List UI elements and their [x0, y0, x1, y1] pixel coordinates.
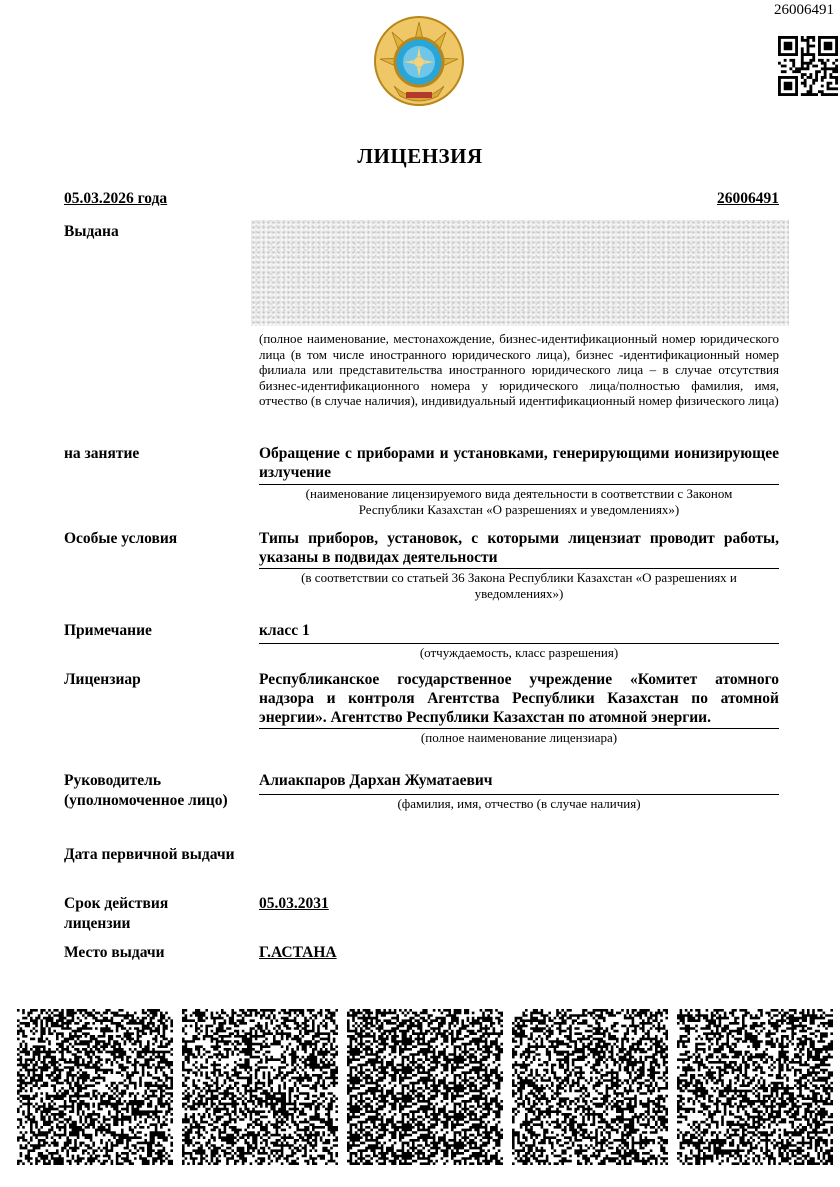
activity-label: на занятие [64, 445, 140, 462]
note-value: класс 1 [259, 622, 310, 639]
redacted-licensee-info [251, 220, 789, 326]
registration-number: 26006491 [717, 190, 779, 207]
head-value: Алиакпаров Дархан Жуматаевич [259, 772, 493, 789]
licensor-rule [259, 728, 779, 729]
conditions-rule [259, 568, 779, 569]
activity-hint-line1: (наименование лицензируемого вида деятельности в соответствии с Законом [305, 486, 733, 501]
note-label: Примечание [64, 622, 152, 639]
qr-code-icon [677, 1009, 833, 1166]
activity-rule [259, 484, 779, 485]
activity-value: Обращение с приборами и установками, генерирующими ионизирующее излучение [259, 445, 779, 481]
conditions-hint-line1: (в соответствии со статьей 36 Закона Республики Казахстан «О разрешениях и [301, 570, 737, 585]
qr-code-icon [347, 1009, 503, 1166]
place-label: Место выдачи [64, 944, 165, 961]
qr-code-icon [512, 1009, 668, 1166]
head-label-line2: (уполномоченное лицо) [64, 792, 228, 809]
issue-date: 05.03.2026 года [64, 190, 168, 207]
place-value: Г.АСТАНА [259, 944, 337, 961]
note-rule [259, 643, 779, 644]
head-label-line1: Руководитель [64, 772, 162, 789]
validity-label-line1: Срок действия [64, 895, 169, 912]
validity-label-line2: лицензии [64, 915, 131, 932]
licensor-label: Лицензиар [64, 671, 141, 688]
issued-hint: (полное наименование, местонахождение, бизнес-идентификационный номер юридического лица (в том числе иностранного юридического лица), бизнес -идентификационный номер филиала или представительства иностранного юридического лица – в случае отсутствия бизнес-идентификационного номера у юридического лица/полностью фамилия, имя, отчество (в случае наличия), индивидуальный идентификационный номер физического лица) [259, 331, 779, 409]
conditions-label: Особые условия [64, 530, 178, 547]
qr-code-icon [182, 1009, 338, 1166]
issued-label: Выдана [64, 223, 119, 240]
qr-code-icon [778, 36, 838, 96]
licensor-value: Республиканское государственное учреждение «Комитет атомного надзора и контроля Агентства Республики Казахстан по атомной энергии». Агентство Республики Казахстан по атомной энергии. [259, 671, 779, 726]
licensor-hint: (полное наименование лицензиара) [420, 730, 618, 745]
activity-hint-line2: Республики Казахстан «О разрешениях и уведомлениях») [358, 502, 680, 517]
conditions-value: Типы приборов, установок, с которыми лицензиат проводит работы, указаны в подвидах деятельности [259, 530, 779, 566]
validity-value: 05.03.2031 [259, 895, 329, 912]
head-hint: (фамилия, имя, отчество (в случае наличия) [397, 796, 641, 811]
conditions-hint-line2: уведомлениях») [474, 586, 564, 601]
document-title: ЛИЦЕНЗИЯ [357, 144, 483, 168]
head-rule [259, 794, 779, 795]
qr-code-icon [17, 1009, 173, 1166]
first-issue-label: Дата первичной выдачи [64, 846, 235, 863]
document-number-top: 26006491 [774, 2, 834, 18]
note-hint: (отчуждаемость, класс разрешения) [419, 645, 619, 660]
state-emblem-icon [372, 14, 466, 108]
